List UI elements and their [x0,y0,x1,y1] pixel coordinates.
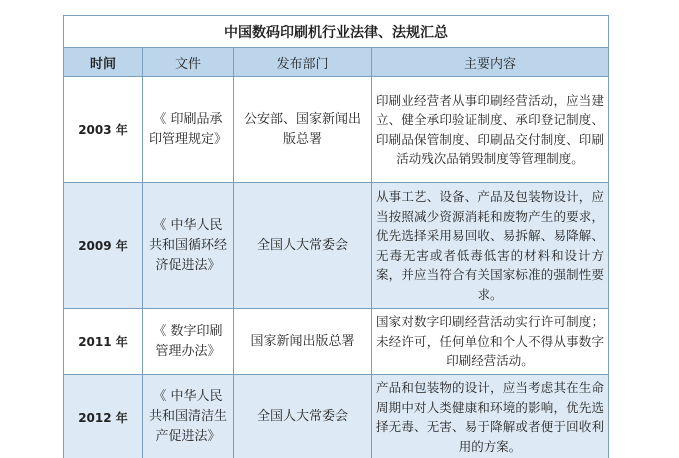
row-content: 国家对数字印刷经营活动实行许可制度；未经许可，任何单位和个人不得从事数字印刷经营活动。 [372,309,609,375]
row-content: 产品和包装物的设计，应当考虑其在生命周期中对人类健康和环境的影响，优先选择无毒、无害、易于降解或者便于回收利用的方案。 [372,375,609,458]
row-document: 《 中华人民共和国清洁生产促进法》 [143,375,234,458]
table-row [64,77,609,183]
row-department: 公安部、国家新闻出版总署 [234,77,372,183]
row-department: 全国人大常委会 [234,183,372,309]
title-row [64,16,609,48]
header-time: 时间 [64,48,143,77]
row-document: 《 中华人民共和国循环经济促进法》 [143,183,234,309]
row-year: 2012 年 [64,375,143,458]
header-department: 发布部门 [234,48,372,77]
row-document: 《 数字印刷管理办法》 [143,309,234,375]
row-content: 印刷业经营者从事印刷经营活动，应当建立、健全承印验证制度、承印登记制度、印刷品保管制度、印刷品交付制度、印刷活动残次品销毁制度等管理制度。 [372,77,609,183]
table-title: 中国数码印刷机行业法律、法规汇总 [64,16,609,48]
row-year: 2009 年 [64,183,143,309]
table-row [64,375,609,458]
header-row [64,48,609,77]
row-year: 2011 年 [64,309,143,375]
row-content: 从事工艺、设备、产品及包装物设计，应当按照减少资源消耗和废物产生的要求，优先选择采用易回收、易拆解、易降解、无毒无害或者低毒低害的材料和设计方案，并应当符合有关国家标准的强制性要求。 [372,183,609,309]
regulations-table [63,15,609,458]
row-department: 全国人大常委会 [234,375,372,458]
row-year: 2003 年 [64,77,143,183]
table-row [64,309,609,375]
header-content: 主要内容 [372,48,609,77]
row-department: 国家新闻出版总署 [234,309,372,375]
row-document: 《 印刷品承印管理规定》 [143,77,234,183]
table-row [64,183,609,309]
header-document: 文件 [143,48,234,77]
